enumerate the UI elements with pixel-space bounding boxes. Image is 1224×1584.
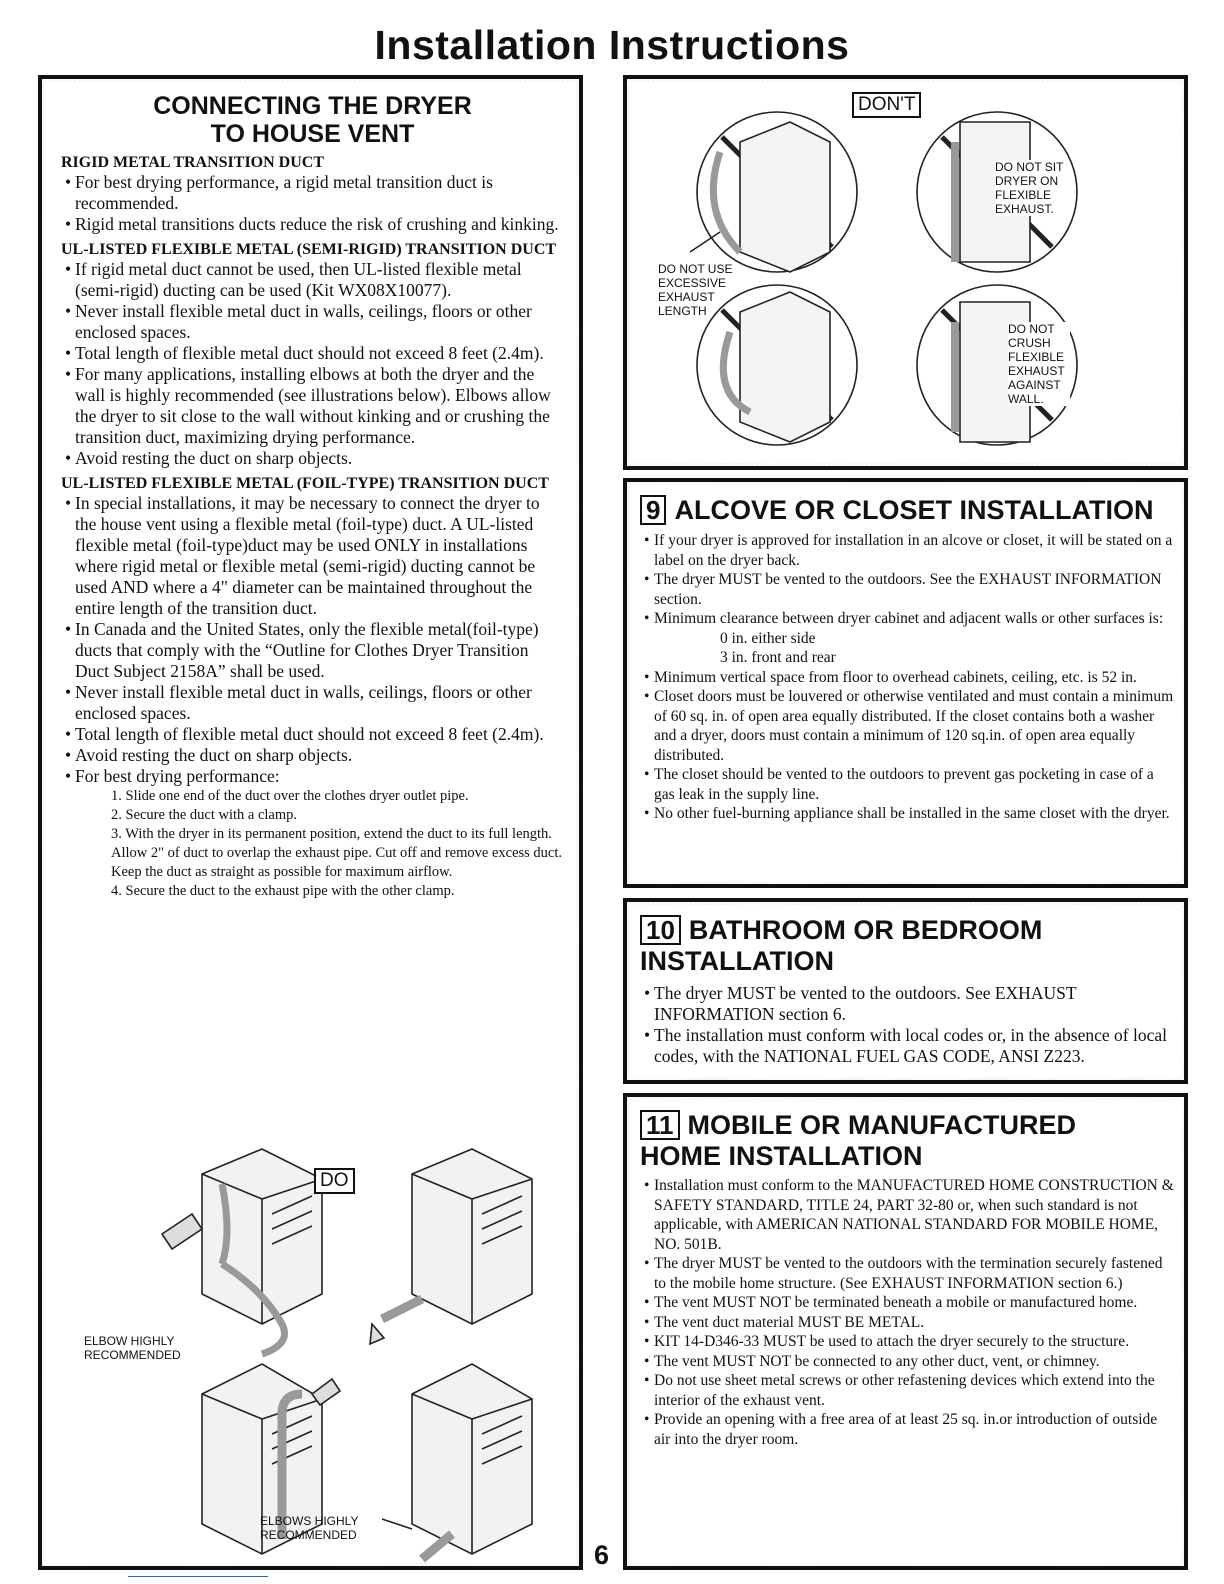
list-item: • The vent MUST NOT be connected to any other duct, vent, or chimney. [640,1352,1177,1372]
rigid-heading: RIGID METAL TRANSITION DUCT [61,154,325,171]
list-item: • In special installations, it may be necessary to connect the dryer to the house vent using a flexible metal (foil-type) duct. A UL-listed flexible metal (foil-type)duct may be used ONLY in installations where rigid metal or flexible metal (semi-rigid) ducting cannot be used AND where a 4" diameter can be maintained throughout the entire length of the transition duct. [61,493,564,619]
clearance-side: 0 in. either side [720,629,816,647]
list-item: • The dryer MUST be vented to the outdoors. See EXHAUST INFORMATION section 6. [640,983,1175,1025]
mobile-list [640,1176,1177,1449]
list-item: • Avoid resting the duct on sharp objects. [61,745,564,766]
list-item: • The closet should be vented to the outdoors to prevent gas pocketing in case of a gas leak in the supply line. [640,765,1177,804]
list-item: • In Canada and the United States, only the flexible metal(foil-type) ducts that comply with the “Outline for Clothes Dryer Transition Duct Subject 2158A” shall be used. [61,619,564,682]
semi-rigid-heading: UL-LISTED FLEXIBLE METAL (SEMI-RIGID) TRANSITION DUCT [61,241,557,258]
semi-rigid-list [61,259,564,469]
list-item: • The vent duct material MUST BE METAL. [640,1313,1177,1333]
list-item: • Total length of flexible metal duct should not exceed 8 feet (2.4m). [61,724,564,745]
list-item: • Avoid resting the duct on sharp objects. [61,448,564,469]
connecting-title-1: CONNECTING THE DRYER [153,92,472,120]
dont-illustration-section [623,75,1188,470]
step-item: 3. With the dryer in its permanent position, extend the duct to its full length. Allow 2" of duct to overlap the exhaust pipe. Cut off and remove excess duct. Keep the duct as straight as possible for maximum airflow. [111,826,563,880]
page-number: 6 [594,1540,610,1570]
elbow-label: ELBOW HIGHLY RECOMMENDED [84,1334,181,1362]
do-illustration [82,1144,562,1564]
list-item: • Provide an opening with a free area of at least 25 sq. in.or introduction of outside air into the dryer room. [640,1410,1177,1449]
list-item: • Do not use sheet metal screws or other refastening devices which extend into the interior of the exhaust vent. [640,1371,1177,1410]
list-item: • No other fuel-burning appliance shall be installed in the same closet with the dryer. [640,804,1177,824]
bathroom-list [640,983,1175,1067]
list-item: • The vent MUST NOT be terminated beneath a mobile or manufactured home. [640,1293,1177,1313]
mobile-title-2: HOME INSTALLATION [640,1141,923,1171]
bathroom-title-2: INSTALLATION [640,946,834,976]
mobile-home-section [623,1093,1188,1570]
step-item: 4. Secure the duct to the exhaust pipe with the other clamp. [111,883,455,899]
do-not-sit-label: DO NOT SIT DRYER ON FLEXIBLE EXHAUST. [995,160,1067,216]
alcove-list [640,531,1177,629]
steps-list [111,787,564,901]
do-not-crush-label: DO NOT CRUSH FLEXIBLE EXHAUST AGAINST WALL. [1008,322,1070,406]
list-item: • The dryer MUST be vented to the outdoors. See the EXHAUST INFORMATION section. [640,570,1177,609]
clearance-front-rear: 3 in. front and rear [720,649,836,666]
list-item: • For best drying performance, a rigid metal transition duct is recommended. [61,172,564,214]
list-item: • Total length of flexible metal duct should not exceed 8 feet (2.4m). [61,343,564,364]
step-item: 2. Secure the duct with a clamp. [111,807,298,823]
connecting-title-2: TO HOUSE VENT [210,120,415,148]
alcove-title: ALCOVE OR CLOSET INSTALLATION [674,495,1154,525]
alcove-list-2 [640,668,1177,824]
mobile-title-1: MOBILE OR MANUFACTURED [687,1110,1076,1140]
list-item: • Never install flexible metal duct in walls, ceilings, floors or other enclosed spaces. [61,682,564,724]
list-item: • Installation must conform to the MANUFACTURED HOME CONSTRUCTION & SAFETY STANDARD, TITLE 24, PART 32-80 or, when such standard is not applicable, with AMERICAN NATIONAL STANDARD FOR MOBILE HOME, NO. 501B. [640,1176,1177,1254]
list-item: • If your dryer is approved for installation in an alcove or closet, it will be stated on a label on the dryer back. [640,531,1177,570]
list-item: • Closet doors must be louvered or otherwise ventilated and must contain a minimum of 60 sq. in. of open area equally distributed. If the closet contains both a washer and a dryer, doors must contain a minimum of 120 sq.in. of open area equally distributed. [640,687,1177,765]
section-number: 11 [640,1110,680,1140]
dont-tag: DON'T [852,92,921,118]
footer-divider [128,1576,268,1577]
list-item: • For many applications, installing elbows at both the dryer and the wall is highly recommended (see illustrations below). Elbows allow the dryer to sit close to the wall without kinking and or crushing the transition duct, maximizing drying performance. [61,364,564,448]
list-item: • Rigid metal transitions ducts reduce the risk of crushing and kinking. [61,214,564,235]
list-item: • Minimum vertical space from floor to overhead cabinets, ceiling, etc. is 52 in. [640,668,1177,688]
alcove-section [623,478,1188,888]
bathroom-section [623,898,1188,1084]
excessive-length-label: DO NOT USE EXCESSIVE EXHAUST LENGTH [658,262,733,318]
list-item: • Minimum clearance between dryer cabinet and adjacent walls or other surfaces is: [640,609,1177,629]
do-tag: DO [314,1168,355,1194]
list-item: • Never install flexible metal duct in walls, ceilings, floors or other enclosed spaces. [61,301,564,343]
section-number: 10 [640,915,681,945]
rigid-list [61,172,564,235]
list-item: • KIT 14-D346-33 MUST be used to attach the dryer securely to the structure. [640,1332,1177,1352]
section-number: 9 [640,495,666,525]
elbows-label: ELBOWS HIGHLY RECOMMENDED [260,1514,359,1542]
list-item: • The dryer MUST be vented to the outdoors with the termination securely fastened to the mobile home structure. (See EXHAUST INFORMATION section 6.) [640,1254,1177,1293]
foil-type-list [61,493,564,787]
foil-type-heading: UL-LISTED FLEXIBLE METAL (FOIL-TYPE) TRANSITION DUCT [61,475,549,492]
step-item: 1. Slide one end of the duct over the clothes dryer outlet pipe. [111,788,469,804]
bathroom-title-1: BATHROOM OR BEDROOM [688,915,1043,945]
list-item: • For best drying performance: [61,766,564,787]
list-item: • If rigid metal duct cannot be used, then UL-listed flexible metal (semi-rigid) ducting can be used (Kit WX08X10077). [61,259,564,301]
list-item: • The installation must conform with local codes or, in the absence of local codes, with the NATIONAL FUEL GAS CODE, ANSI Z223. [640,1025,1175,1067]
page-title: Installation Instructions [374,22,850,68]
connecting-section [38,75,583,1570]
